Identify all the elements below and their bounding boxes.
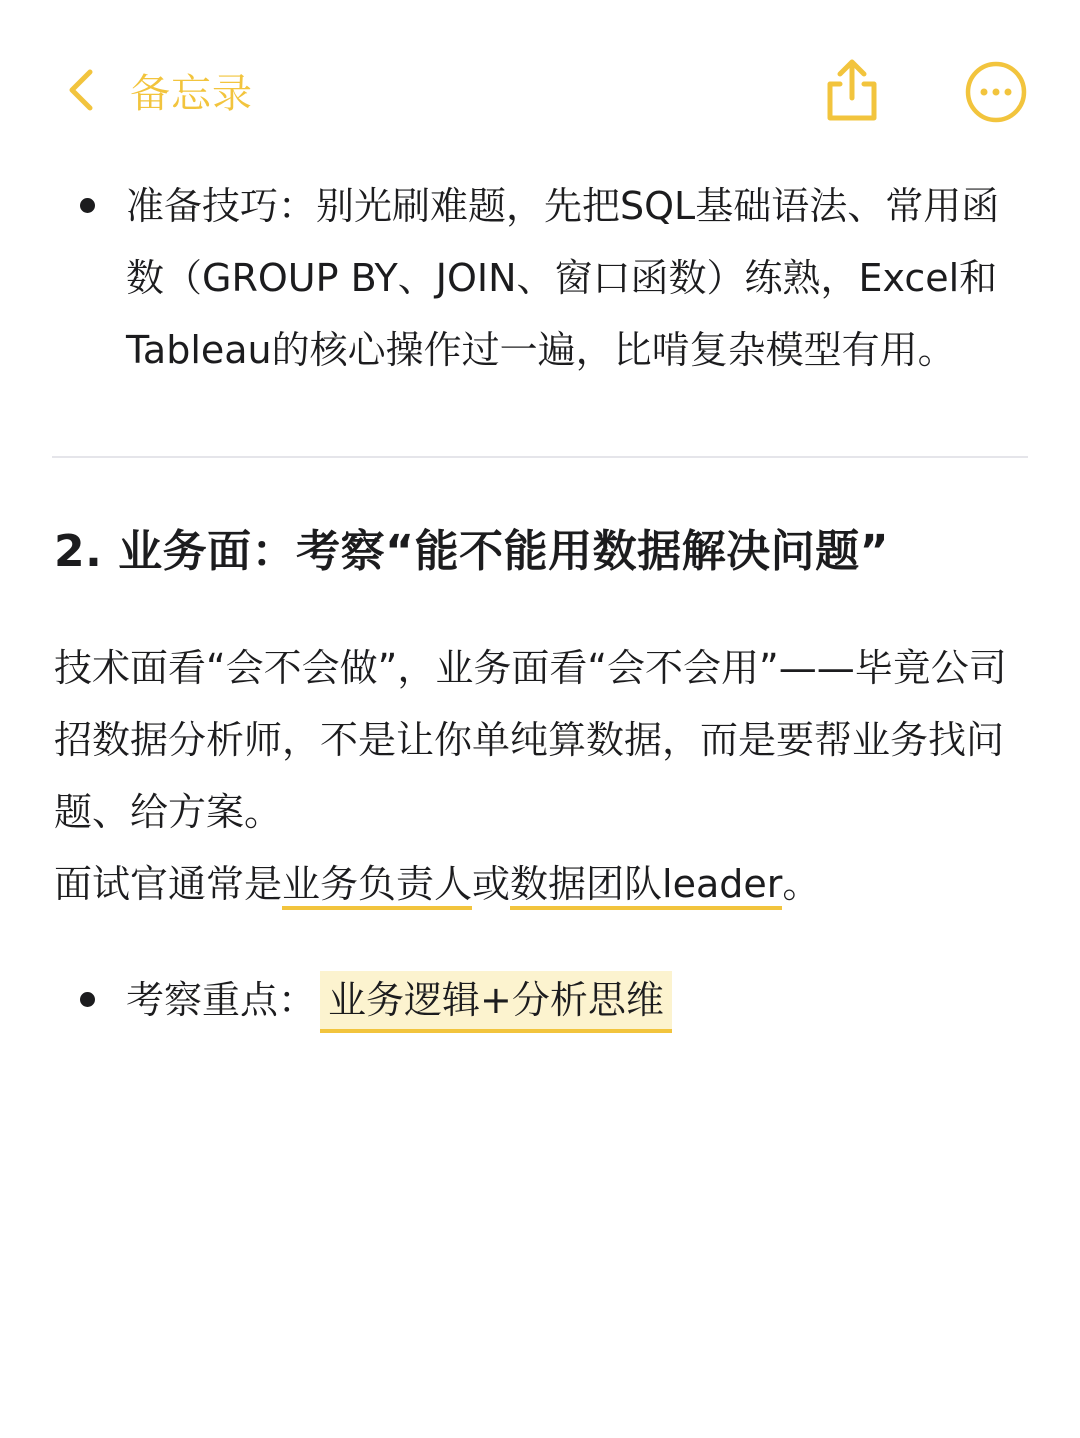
navigation-bar [0, 0, 1080, 180]
bullet-dot [80, 992, 95, 1007]
highlight-team-leader: 数据团队leader [510, 862, 782, 910]
more-button[interactable] [964, 60, 1028, 124]
tip-bullet-item [54, 170, 1024, 386]
section-heading: 2. 业务面：考察“能不能用数据解决问题” [54, 526, 889, 577]
note-content[interactable] [54, 170, 1024, 1036]
line2-prefix: 面试官通常是 [54, 862, 283, 906]
share-button[interactable] [820, 56, 884, 124]
line2-suffix: 。 [782, 862, 821, 906]
focus-highlight: 业务逻辑+分析思维 [320, 971, 672, 1033]
focus-bullet-item [54, 964, 1024, 1036]
focus-label: 考察重点： [126, 978, 317, 1022]
line2-mid: 或 [472, 862, 511, 906]
highlight-business-owner: 业务负责人 [282, 862, 472, 910]
bullet-dot [80, 198, 95, 213]
share-icon [820, 56, 884, 124]
paragraph-line-1: 技术面看“会不会做”，业务面看“会不会用”——毕竟公司招数据分析师，不是让你单纯算数据，而是要帮业务找问题、给方案。 [54, 646, 1007, 834]
paragraph-line-2 [54, 848, 1024, 920]
more-icon [964, 60, 1028, 124]
back-button[interactable] [60, 58, 253, 122]
tip-text: 准备技巧：别光刷难题，先把SQL基础语法、常用函数（GROUP BY、JOIN、窗口函数）练熟，Excel和Tableau的核心操作过一遍，比啃复杂模型有用。 [126, 184, 1000, 372]
body-paragraph [54, 632, 1024, 920]
chevron-left-icon [60, 66, 100, 114]
back-label: 备忘录 [130, 70, 253, 117]
divider [52, 456, 1028, 458]
